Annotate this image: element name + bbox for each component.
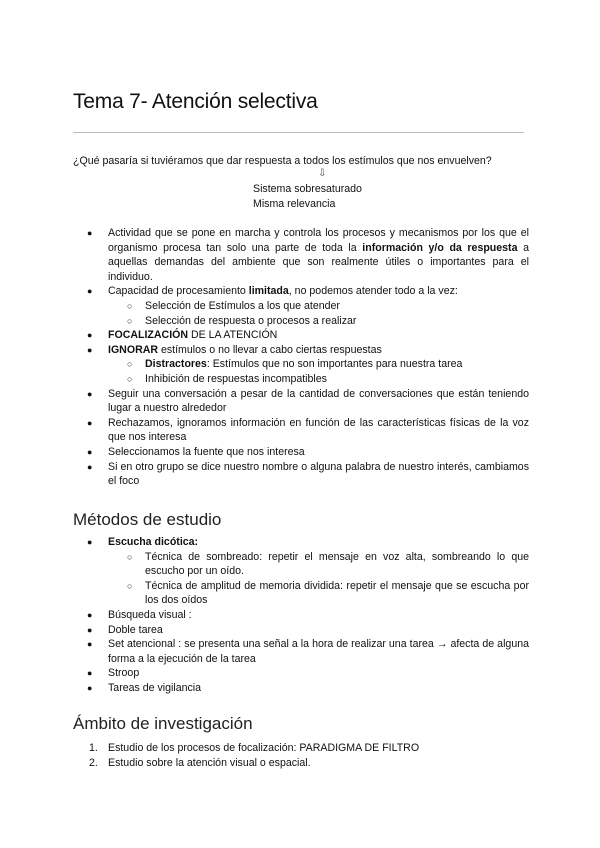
bullet-icon: ●: [87, 537, 93, 547]
hollow-bullet-icon: ○: [127, 373, 133, 384]
bullet-icon: ●: [87, 624, 93, 635]
intro-question: ¿Qué pasaría si tuviéramos que dar respuesta a todos los estímulos que nos envuelven?: [73, 155, 492, 167]
bullet-icon: ●: [87, 609, 93, 620]
list-item: ● Si en otro grupo se dice nuestro nombre o alguna palabra de nuestro interés, cambiamos el foco: [87, 460, 529, 488]
list-item: ● Set atencional : se presenta una señal a la hora de realizar una tarea → afecta de alguna forma a la ejecución de la tarea: [87, 638, 529, 665]
bullet-icon: ●: [87, 682, 93, 693]
sub-list-item: ○ Técnica de amplitud de memoria dividida: repetir el mensaje que se escucha por los dos oídos: [127, 579, 529, 607]
hollow-bullet-icon: ○: [127, 551, 133, 562]
list-item: ● Búsqueda visual :: [87, 608, 192, 621]
bullet-icon: ●: [87, 461, 93, 472]
sub-list-item: ○ Distractores: Estímulos que no son importantes para nuestra tarea: [127, 358, 463, 371]
numbered-item: 1. Estudio de los procesos de focalización: PARADIGMA DE FILTRO: [89, 742, 420, 754]
hollow-bullet-icon: ○: [127, 580, 133, 591]
list-item: ● Tareas de vigilancia: [87, 681, 202, 694]
consequence-line-2: Misma relevancia: [253, 198, 336, 210]
list-item: ● Capacidad de procesamiento limitada, no podemos atender todo a la vez:: [87, 285, 458, 298]
section-heading-research: Ámbito de investigación: [73, 714, 253, 733]
list-item: ● IGNORAR estímulos o no llevar a cabo ciertas respuestas: [87, 343, 382, 356]
hollow-bullet-icon: ○: [127, 300, 133, 311]
title-divider: [73, 132, 524, 133]
item-number: 2.: [89, 756, 98, 769]
hollow-bullet-icon: ○: [127, 359, 133, 370]
sub-list-item: ○ Selección de Estímulos a los que atender: [127, 299, 340, 312]
list-item: ● Actividad que se pone en marcha y controla los procesos y mecanismos por los que el organismo procesa tan solo una parte de toda la información y/o da respuesta a aquellas demandas del ambiente que son realmente útiles o importantes para el individuo.: [87, 227, 529, 283]
list-item: ● Stroop: [87, 667, 140, 680]
list-item: ● Seleccionamos la fuente que nos interesa: [87, 445, 305, 458]
bullet-icon: ●: [87, 344, 93, 355]
bullet-icon: ●: [87, 417, 93, 428]
list-item: ● Doble tarea: [87, 623, 163, 636]
bullet-icon: ●: [87, 639, 93, 650]
bullet-icon: ●: [87, 446, 93, 457]
sub-list-item: ○ Selección de respuesta o procesos a realizar: [127, 314, 357, 327]
methods-list: [73, 535, 529, 696]
sub-list-item: ○ Inhibición de respuestas incompatibles: [127, 372, 327, 385]
list-item: ● Escucha dicótica:: [87, 536, 199, 548]
consequence-line-1: Sistema sobresaturado: [253, 183, 362, 195]
bullet-icon: ●: [87, 286, 93, 297]
list-item: ● FOCALIZACIÓN DE LA ATENCIÓN: [87, 329, 278, 342]
bullet-icon: ●: [87, 330, 93, 341]
bullet-icon: ●: [87, 668, 93, 679]
item-number: 1.: [89, 742, 98, 754]
list-item: ● Seguir una conversación a pesar de la cantidad de conversaciones que están teniendo lugar a nuestro alrededor: [87, 387, 529, 415]
research-list: [73, 741, 529, 770]
section-heading-methods: Métodos de estudio: [73, 510, 222, 529]
definition-list: [73, 226, 529, 489]
down-arrow-icon: ⇩: [318, 168, 327, 179]
numbered-item: 2. Estudio sobre la atención visual o espacial.: [89, 756, 311, 769]
list-item: ● Rechazamos, ignoramos información en función de las características físicas de la voz que nos interesa: [87, 416, 529, 444]
bullet-icon: ●: [87, 228, 93, 238]
page-title: Tema 7- Atención selectiva: [73, 90, 318, 113]
hollow-bullet-icon: ○: [127, 315, 133, 326]
bullet-icon: ●: [87, 388, 93, 399]
sub-list-item: ○ Técnica de sombreado: repetir el mensaje en voz alta, sombreando lo que escucho por un oído.: [127, 550, 529, 578]
